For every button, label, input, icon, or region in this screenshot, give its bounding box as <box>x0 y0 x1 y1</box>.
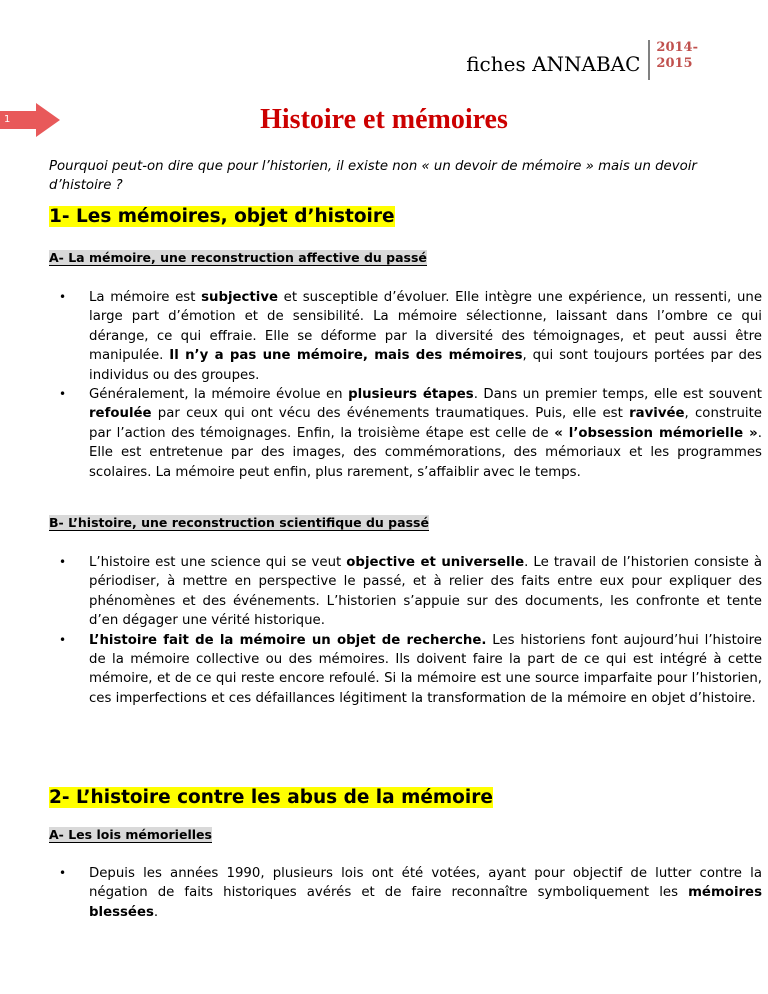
section-1-heading: 1- Les mémoires, objet d’histoire <box>49 206 395 227</box>
section-2a-list <box>49 864 762 922</box>
list-item: • La mémoire est subjective et susceptible d’évoluer. Elle intègre une expérience, un ressenti, une large part d’émotion et de sensibilité. La mémoire sélectionne, laissant dans l’ombre ce qui dérange, ce qui effraie. Elle se déforme par la diversité des témoignages, et peut aussi être manipulée. Il n’y a pas une mémoire, mais des mémoires, qui sont toujours portées par des individus ou des groupes. <box>89 288 762 385</box>
page-header <box>466 40 698 80</box>
school-year: 2014- 2015 <box>648 40 698 80</box>
section-1a-heading: A- La mémoire, une reconstruction affective du passé <box>49 250 427 265</box>
intro-question: Pourquoi peut-on dire que pour l’historien, il existe non « un devoir de mémoire » mais un devoir d’histoire ? <box>49 159 697 193</box>
section-1b-heading: B- L’histoire, une reconstruction scientifique du passé <box>49 515 429 530</box>
site-name: fiches ANNABAC <box>466 52 641 76</box>
list-item: • Depuis les années 1990, plusieurs lois ont été votées, ayant pour objectif de lutter contre la négation de faits historiques avérés et de faire reconnaître symboliquement les mémoires blessées. <box>89 864 762 922</box>
list-item: • L’histoire fait de la mémoire un objet de recherche. Les historiens font aujourd’hui l’histoire de la mémoire collective ou des mémoires. Ils doivent faire la part de ce qui est intégré à cette mémoire, et de ce qui reste encore refoulé. Si la mémoire est une source imparfaite pour l’historien, ces imperfections et ces défaillances légitiment la transformation de la mémoire en objet d’histoire. <box>89 631 762 709</box>
section-1b-list <box>49 553 762 708</box>
list-item: • Généralement, la mémoire évolue en plusieurs étapes. Dans un premier temps, elle est souvent refoulée par ceux qui ont vécu des événements traumatiques. Puis, elle est ravivée, construite par l’action des témoignages. Enfin, la troisième étape est celle de « l’obsession mémorielle ». Elle est entretenue par des images, des commémorations, des mémoriaux et les programmes scolaires. La mémoire peut enfin, plus rarement, s’affaiblir avec le temps. <box>89 385 762 482</box>
section-1a-list <box>49 288 762 482</box>
section-2a-heading: A- Les lois mémorielles <box>49 827 212 842</box>
page-title: Histoire et mémoires <box>260 104 508 135</box>
list-item: • L’histoire est une science qui se veut objective et universelle. Le travail de l’historien consiste à périodiser, à mettre en perspective le passé, et à relier des faits entre eux pour expliquer des phénomènes et des événements. L’historien s’appuie sur des documents, les confronte et tente d’en dégager une vérité historique. <box>89 553 762 631</box>
page-number: 1 <box>4 114 11 125</box>
section-2-heading: 2- L’histoire contre les abus de la mémoire <box>49 787 493 808</box>
